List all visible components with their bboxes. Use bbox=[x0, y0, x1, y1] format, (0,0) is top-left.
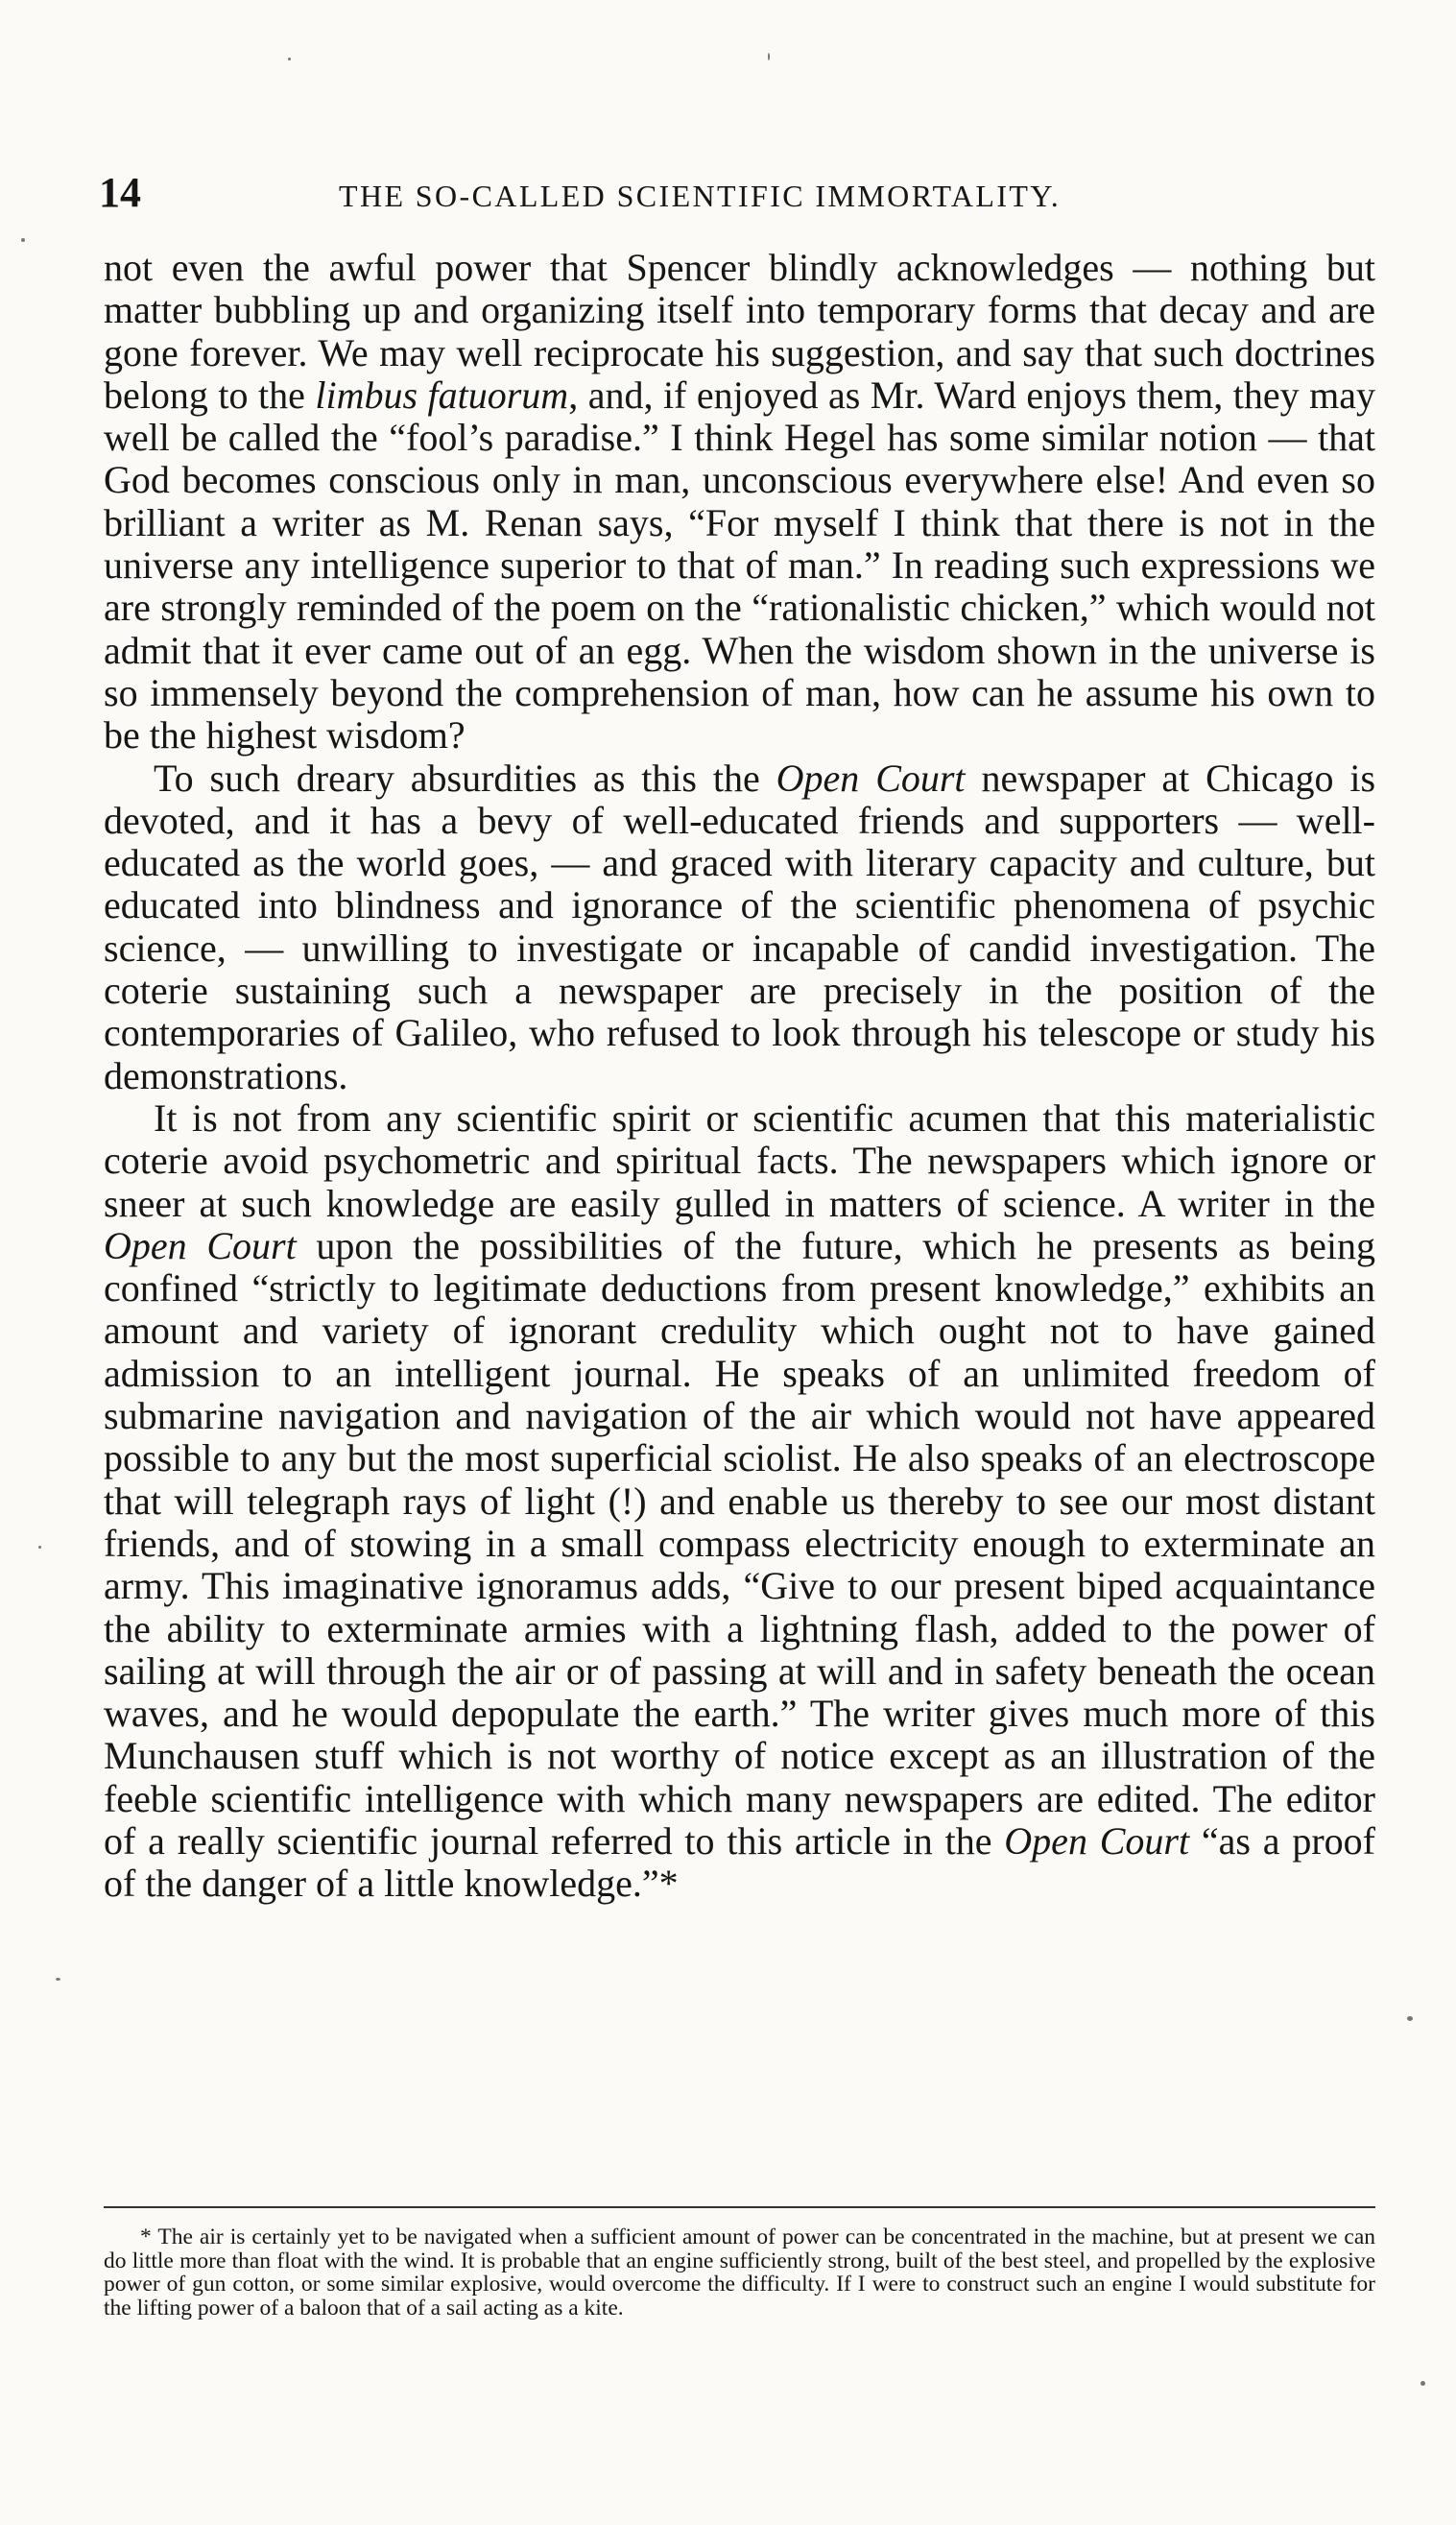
scan-speck bbox=[38, 1546, 41, 1549]
text-run: not even the awful power that Spencer blindly acknowledges — nothing but matter bubbling up and organizing itself into temporary forms that decay and are gone forever. We may well reciprocate his suggestion, and say that such doctrines belong to the bbox=[104, 246, 1375, 417]
page-header bbox=[99, 169, 1375, 217]
footnote bbox=[104, 2225, 1375, 2320]
italic-title: Open Court bbox=[1004, 1818, 1190, 1863]
italic-title: Open Court bbox=[104, 1223, 297, 1267]
body-paragraph bbox=[104, 247, 1375, 758]
scan-speck bbox=[1407, 2016, 1413, 2021]
footnote-text: * The air is certainly yet to be navigated when a sufficient amount of power can be concentrated in the machine, but at present we can do little more than float with the wind. It is probable that an engine sufficiently strong, built of the best steel, and propelled by the explosive power of gun cotton, or some similar explosive, would overcome the difficulty. If I were to construct such an engine I would substitute for the lifting power of a baloon that of a sail acting as a kite. bbox=[104, 2224, 1375, 2321]
italic-title: Open Court bbox=[776, 756, 966, 800]
body-paragraph bbox=[104, 1097, 1375, 1906]
running-head: THE SO-CALLED SCIENTIFIC IMMORTALITY. bbox=[339, 179, 1062, 213]
footnote-divider bbox=[104, 2206, 1375, 2208]
body-paragraph bbox=[104, 758, 1375, 1097]
scan-speck bbox=[768, 53, 770, 60]
scan-speck bbox=[56, 1978, 60, 1981]
text-run: To such dreary absurdities as this the bbox=[154, 756, 776, 800]
text-run: newspaper at Chicago is devoted, and it has a bevy of well-educated friends and supporters — well-educated as the world goes, — and graced with literary capacity and culture, but educated into blindness and ignorance of the scientific phenomena of psychic science, — unwilling to investigate or incapable of candid investigation. The coterie sustaining such a newspaper are precisely in the position of the contemporaries of Galileo, who refused to look through his telescope or study his demonstrations. bbox=[104, 756, 1376, 1097]
text-run: upon the possibilities of the future, which he presents as being confined “strictly to legitimate deductions from present knowledge,” exhibits an amount and variety of ignorant credulity which ought not to have gained admission to an intelligent journal. He speaks of an unlimited freedom of submarine navigation and navigation of the air which would not have appeared possible to any but the most superficial sciolist. He also speaks of an electroscope that will telegraph rays of light (!) and enable us thereby to see our most distant friends, and of stowing in a small compass electricity enough to exterminate an army. This imaginative ignoramus adds, “Give to our present biped acquaintance the ability to exterminate armies with a lightning flash, added to the power of sailing at will through the air or of passing at will and in safety beneath the ocean waves, and he would depopulate the earth.” The writer gives much more of this Munchausen stuff which is not worthy of notice except as an illustration of the feeble scientific intelligence with which many newspapers are edited. The editor of a really scientific journal referred to this article in the bbox=[104, 1223, 1376, 1863]
scan-speck bbox=[288, 58, 291, 60]
text-run: “as a proof of the danger of a little knowledge.”* bbox=[104, 1818, 1376, 1906]
body-text bbox=[104, 247, 1375, 1906]
scan-speck bbox=[21, 238, 25, 242]
text-run: , and, if enjoyed as Mr. Ward enjoys them, they may well be called the “fool’s paradise.” I think Hegel has some similar notion — that God becomes conscious only in man, unconscious everywhere else! And even so brilliant a writer as M. Renan says, “For myself I think that there is not in the universe any intelligence superior to that of man.” In reading such expressions we are strongly reminded of the poem on the “rationalistic chicken,” which would not admit that it ever came out of an egg. When the wisdom shown in the universe is so immensely beyond the comprehension of man, how can he assume his own to be the highest wisdom? bbox=[104, 373, 1376, 758]
italic-title: limbus fatuorum bbox=[315, 373, 569, 417]
scan-speck bbox=[1420, 2381, 1425, 2386]
page-number: 14 bbox=[99, 169, 141, 216]
text-run: It is not from any scientific spirit or scientific acumen that this materialistic coterie avoid psychometric and spiritual facts. The newspapers which ignore or sneer at such knowledge are easily gulled in matters of science. A writer in the bbox=[104, 1095, 1375, 1225]
